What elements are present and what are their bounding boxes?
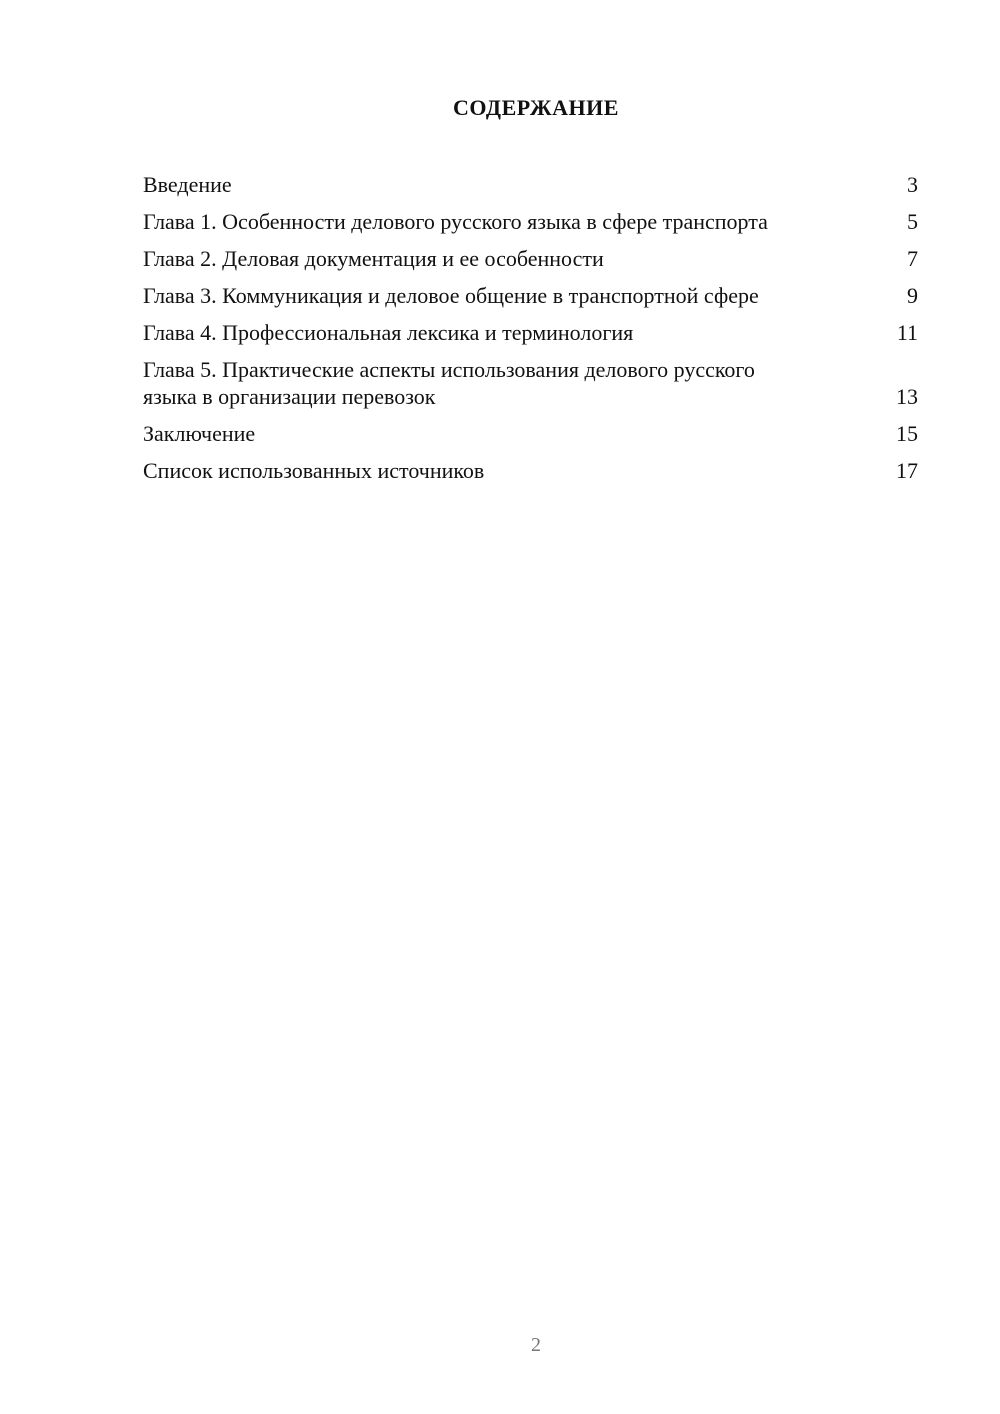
toc-entry: [143, 356, 918, 410]
toc-entry-text: Глава 2. Деловая документация и ее особенности: [143, 246, 604, 271]
toc-entry-text: Глава 4. Профессиональная лексика и терминология: [143, 320, 634, 345]
toc-entry-page: 9: [907, 283, 918, 308]
page-number: 2: [531, 1334, 541, 1356]
toc-entry-text: Введение: [143, 172, 232, 197]
toc-entry-page: 13: [896, 384, 918, 409]
toc-entry-text: Список использованных источников: [143, 458, 485, 483]
toc-entry: [143, 282, 918, 309]
toc-entry-page: 7: [907, 246, 918, 271]
toc-entry-page: 3: [907, 172, 918, 197]
toc-entry: [143, 420, 918, 447]
toc-entry-page: 15: [896, 421, 918, 446]
table-of-contents: [143, 171, 918, 494]
toc-entry: [143, 245, 918, 272]
toc-entry-text: Заключение: [143, 421, 256, 446]
toc-entry: [143, 319, 918, 346]
page-title: СОДЕРЖАНИЕ: [453, 95, 619, 120]
toc-entry-text: Глава 1. Особенности делового русского языка в сфере транспорта: [143, 209, 768, 234]
toc-entry: [143, 171, 918, 198]
toc-entry-text: Глава 3. Коммуникация и деловое общение в транспортной сфере: [143, 283, 759, 308]
toc-entry: [143, 208, 918, 235]
toc-entry-page: 5: [907, 209, 918, 234]
toc-entry: [143, 457, 918, 484]
toc-entry-page: 17: [896, 458, 918, 483]
toc-entry-text: Глава 5. Практические аспекты использования делового русского языка в организации перевозок: [143, 357, 755, 409]
toc-entry-page: 11: [896, 320, 918, 345]
